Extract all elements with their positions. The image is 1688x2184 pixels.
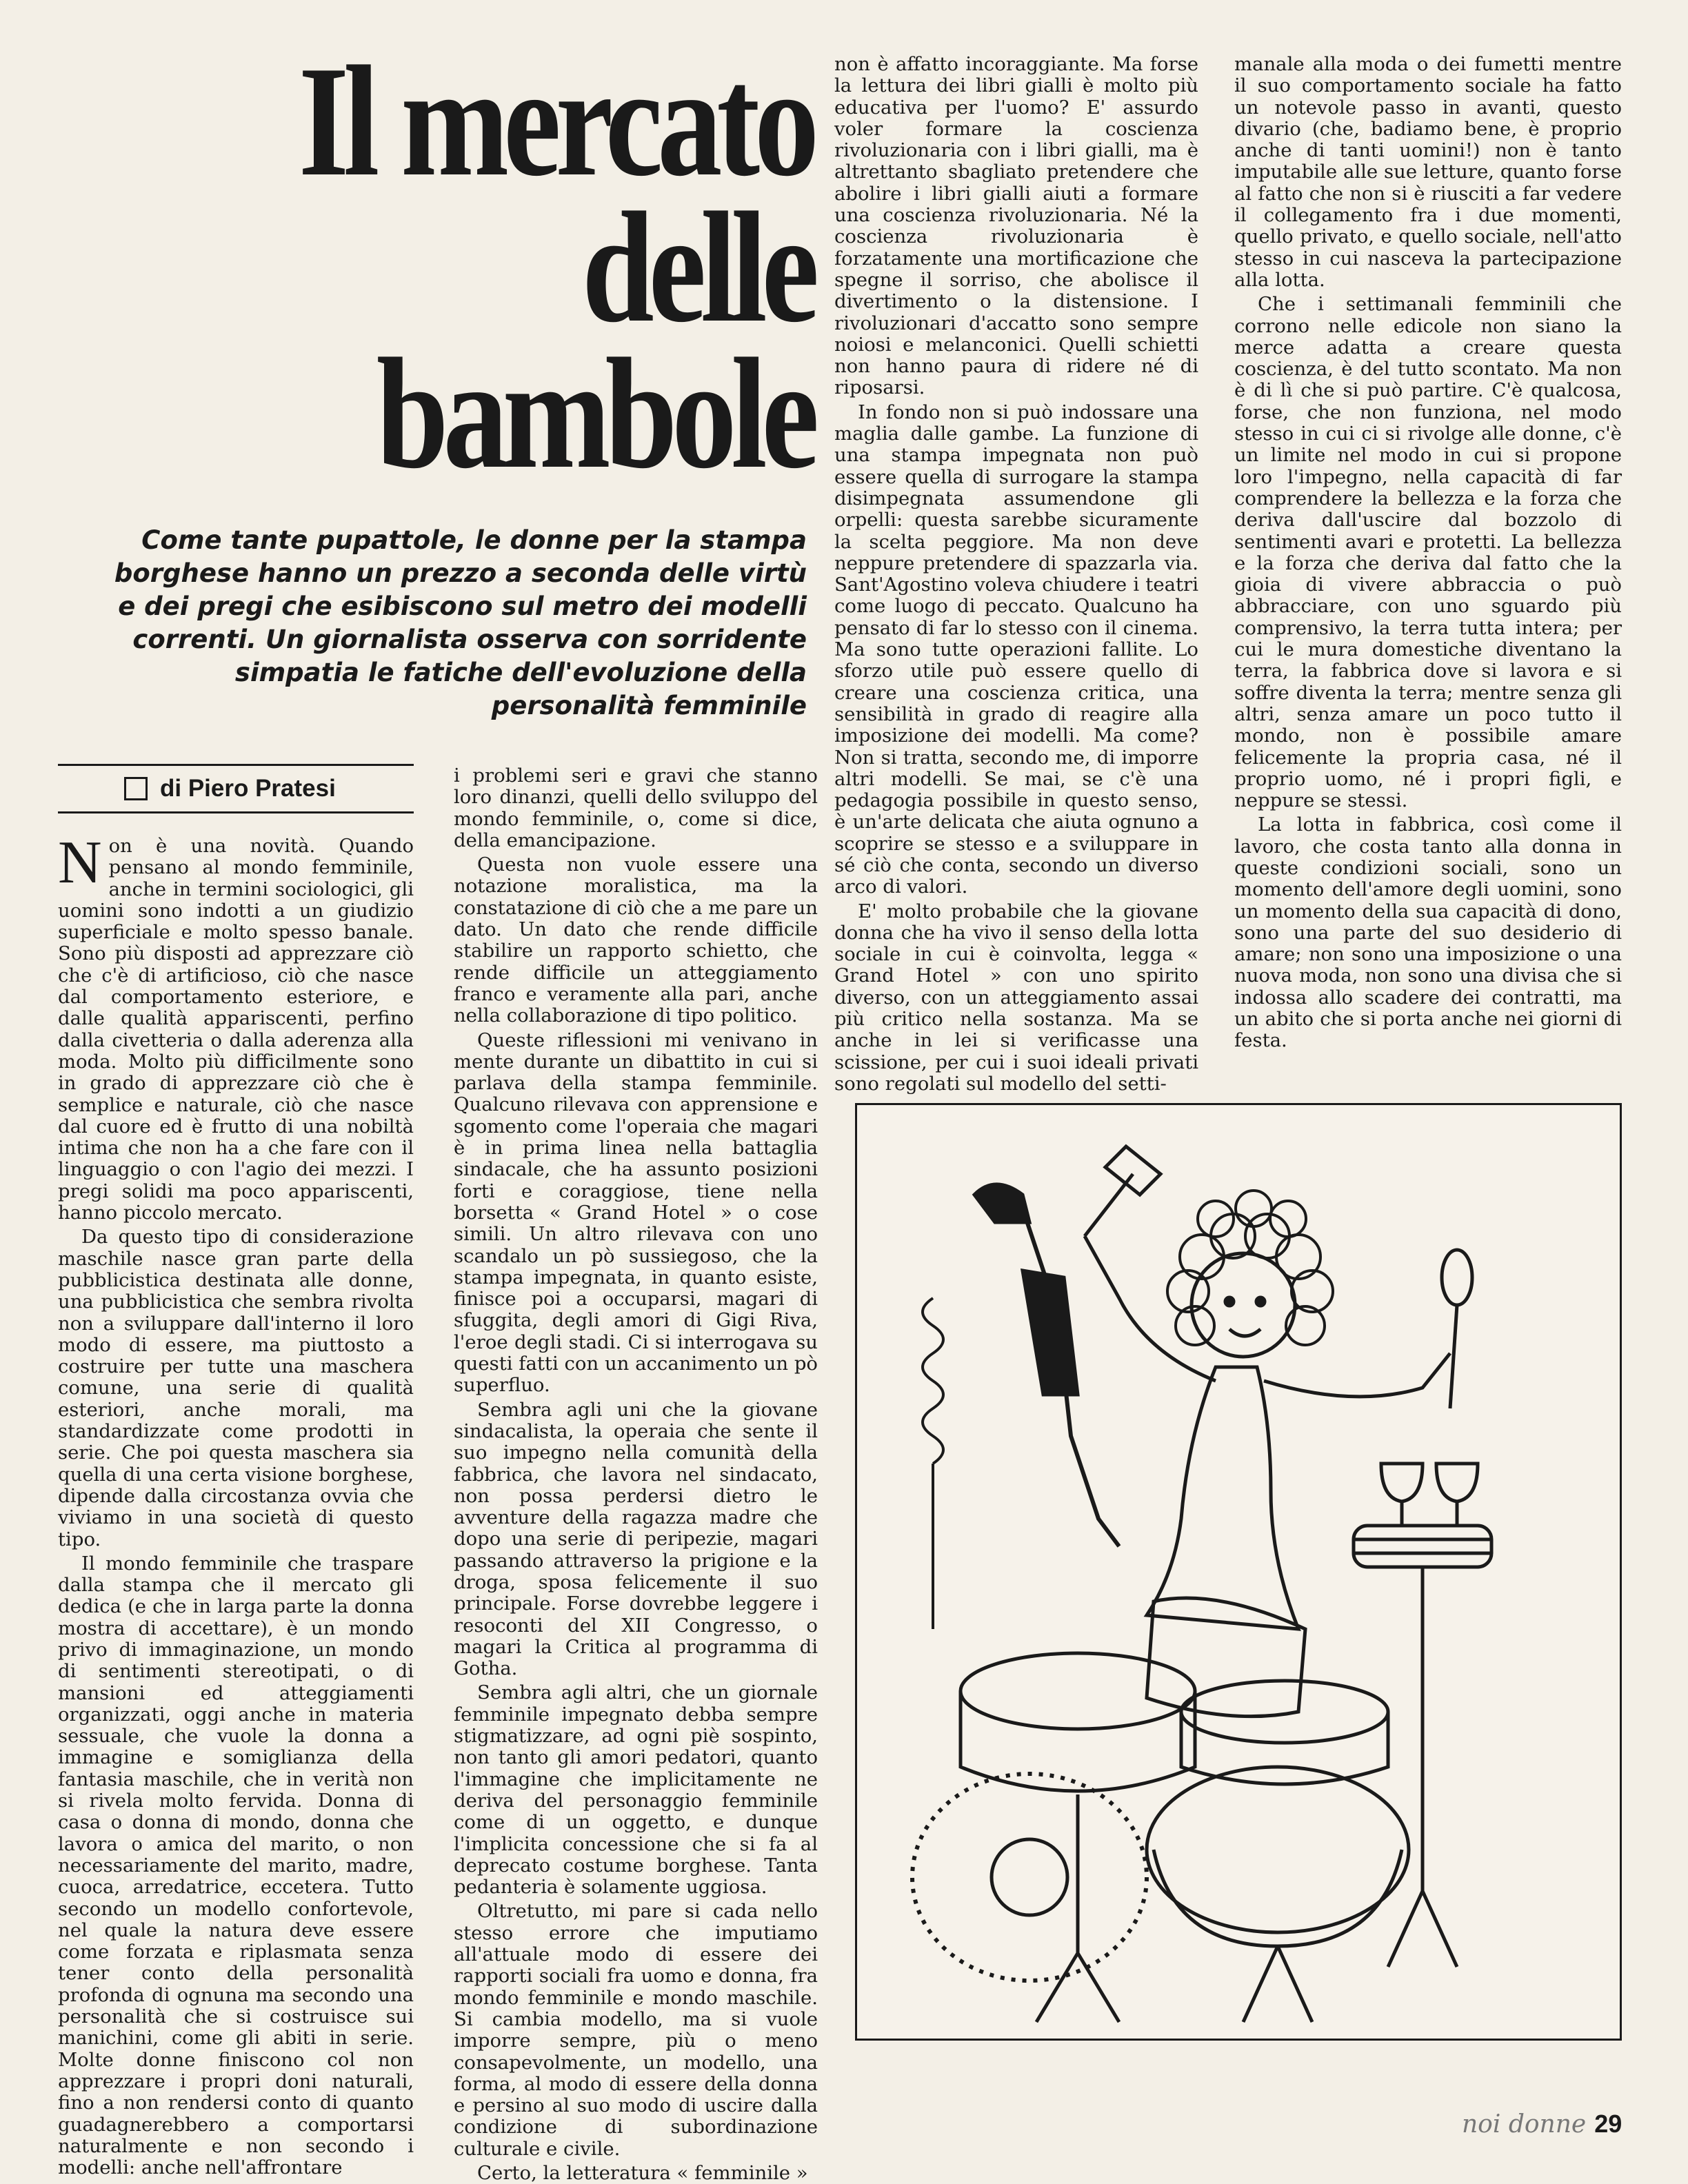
dropcap: N — [58, 829, 102, 896]
curly-hair — [1167, 1191, 1333, 1345]
square-box-icon — [124, 777, 148, 800]
title-line-1: Il mercato — [298, 33, 814, 209]
article-column-3 — [834, 54, 1198, 1109]
pot-bottom — [1147, 1767, 1409, 1932]
paragraph: non è affatto incoraggiante. Ma forse la lettura dei libri gialli è molto più educativa per l'uomo? E' assurdo voler formare la coscienza rivoluzionaria con i libri gialli, ma è altrettanto sbagliato pretendere che abolire i libri gialli aiuti a formare una coscienza rivoluzionaria. Né la coscienza rivoluzionaria è forzatamente una mortificazione che spegne il sorriso, che abolisce il divertimento o la distensione. I rivoluzionari d'accatto sono sempre noiosi e melanconici. Quelli schietti non hanno paura di ridere né di riposarsi. — [834, 53, 1198, 399]
paragraph: La lotta in fabbrica, così come il lavoro, che costa tanto alla donna in queste condizioni sociali, sono un momento dell'amore degli uomini, sono un momento della sua capacità di dono, sono una parte del suo desiderio di amare; non sono una imposizione o una nuova moda, non sono una divisa che si indossa allo scadere dei contratti, ma un abito che si porta anche nei giorni di festa. — [1234, 813, 1622, 1052]
page-footer — [1462, 2110, 1622, 2138]
article-subtitle: Come tante pupattole, le donne per la stampa borghese hanno un prezzo a seconda delle virtù e dei pregi che esibiscono sul metro dei modelli correnti. Un giornalista osserva con sorridente simpatia le fatiche dell'evoluzione della personalità femminile — [114, 525, 807, 720]
spring-coil — [923, 1298, 943, 1629]
pot-middle — [1181, 1681, 1388, 1743]
wine-glass-icon-2 — [1436, 1464, 1478, 1526]
article-title — [248, 33, 814, 501]
torso — [1147, 1367, 1298, 1629]
paragraph: Non è una novità. Quando pensano al mondo femminile, anche in termini sociologici, gli uomini sono indotti a un giudizio superficiale e molto spesso banale. Sono più disposti ad apprezzare ciò che c'è di artificioso, ciò che nasce dal comportamento esteriore, e dalle qualità appariscenti, perfino dalla civetteria o dalla aderenza alla moda. Molto più difficilmente sono in grado di apprezzare ciò che è semplice e naturale, ciò che nasce dal cuore ed è frutto di una nobiltà intima che non ha a che fare con il linguaggio o con l'agio dei mezzi. I pregi solidi ma poco appariscenti, hanno piccolo mercato. — [58, 829, 414, 1224]
page-number: 29 — [1594, 2110, 1622, 2138]
paragraph: Che i settimanali femminili che corrono nelle edicole non siano la merce adatta a creare questa coscienza, è del tutto scontato. Ma non è di lì che si può partire. C'è qualcosa, forse, che non funziona, nel modo stesso in cui ci si rivolge alle donne, c'è un limite nel modo in cui si propone loro l'impegno, nella capacità di far comprendere la bellezza e la forza che deriva dall'uscire dal bozzolo di sentimenti avari e protetti. La bellezza e la forza che deriva dal fatto che la gioia di vivere abbraccia o può abbracciare, con uno sguardo più comprensivo, la terra tutta intera; per cui le mura domestiche diventano la terra, la fabbrica dove si lavora e si soffre diventa la terra; mentre senza gli altri, senza amare un poco tutto il mondo, non è possibile amare felicemente la propria casa, né il proprio uomo, né i propri figli, e neppure se stessi. — [1234, 293, 1622, 812]
paragraph: Da questo tipo di considerazione maschile nasce gran parte della pubblicistica destinata alle donne, una pubblicistica che sembra rivolta non a sviluppare dall'interno il loro modo di essere, ma piuttosto a costruire per tutte una maschera comune, una serie di qualità esteriori, anche morali, ma standardizzate come prodotti in serie. Che poi questa maschera sia quella di una certa visione borghese, dipende dalla circostanza ovvia che viviamo in una società di questo tipo. — [58, 1226, 414, 1550]
byline-text: di Piero Pratesi — [160, 775, 336, 802]
title-line-3: bambole — [376, 325, 814, 501]
cartoon-illustration — [855, 1103, 1622, 2041]
paragraph: E' molto probabile che la giovane donna che ha vivo il senso della lotta sociale in cui è coinvolta, legga « Grand Hotel » con uno spirito diverso, con un atteggiamento assai più critico nella sostanza. Ma se anche in lei si verificasse una scissione, per cui i suoi ideali privati sono regolati sul modello del setti- — [834, 900, 1198, 1095]
pot-left — [961, 1653, 1195, 1729]
plate-stack — [1354, 1526, 1491, 1567]
paragraph: Certo, la letteratura « femminile » — [477, 2162, 808, 2184]
article-column-4 — [1234, 54, 1622, 1109]
paragraph: manale alla moda o dei fumetti mentre il suo comportamento sociale ha fatto un notevole passo in avanti, questo divario (che, badiamo bene, è proprio anche di tanti uomini!) non è tanto imputabile alle sue letture, quanto forse al fatto che non si è riusciti a far vedere il collegamento fra i due momenti, quello privato, e quello sociale, nell'atto stesso in cui nasceva la partecipazione alla lotta. — [1234, 53, 1622, 291]
byline-box — [58, 764, 414, 813]
right-arm — [1264, 1353, 1450, 1397]
paragraph: Questa non vuole essere una notazione moralistica, ma la constatazione di ciò che a me pare un dato. Un dato che rende difficile stabilire un rapporto schietto, che rende difficile un atteggiamento franco e veramente alla pari, anche nella collaborazione di tipo politico. — [454, 853, 818, 1027]
article-column-2 — [454, 765, 818, 2184]
paragraph: Queste riflessioni mi venivano in mente durante un dibattito in cui si parlava della stampa femminile. Qualcuno rilevava con apprensione e sgomento come l'operaia che magari è in prima linea nella battaglia sindacale, che ha assunto posizioni forti e coraggiose, tiene nella borsetta « Grand Hotel » o cose simili. Un altro rilevava con uno scandalo un pò sussiegoso, che la stampa impegnata, in quanto esiste, finisce poi a occuparsi, magari di sfuggita, degli amori di Gigi Riva, l'eroe degli stadi. Ci si interrogava su questi fatti con un accanimento un pò superfluo. — [454, 1029, 818, 1397]
dotted-plate — [912, 1774, 1147, 1981]
paragraph: i problemi seri e gravi che stanno loro dinanzi, quelli dello sviluppo del mondo femminile, o, come si dice, della emancipazione. — [454, 765, 818, 851]
paragraph: In fondo non si può indossare una maglia dalle gambe. La funzione di una stampa impegnata non può essere quella di surrogare la stampa disimpegnata assumendone gli orpelli: questa sarebbe sicuramente la scelta peggiore. Ma non deve neppure pretendere di spazzarla via. Sant'Agostino voleva chiudere i teatri come luogo di peccato. Qualcuno ha pensato di far lo stesso con il cinema. Ma sono tutte operazioni fallite. Lo sforzo utile può essere quello di creare una coscienza critica, una sensibilità in grado di reagire alla imposizione dei modelli. Ma come? Non si tratta, secondo me, di imporre altri modelli. Se mai, se c'è una pedagogia possibile in questo senso, è un'arte delicata che aiuta ognuno a scoprire se stesso e a sviluppare in sé ciò che conta, secondo un diverso arco di valori. — [834, 401, 1198, 898]
shoe-icon — [974, 1184, 1029, 1222]
byline — [124, 775, 336, 802]
title-line-2: delle — [581, 179, 814, 355]
spoon-icon — [1442, 1250, 1472, 1305]
article-column-1 — [58, 829, 414, 2179]
spatula-icon — [1085, 1146, 1160, 1236]
paragraph: Oltretutto, mi pare si cada nello stesso errore che imputiamo all'attuale modo di essere dei rapporti sociali fra uomo e donna, fra mondo femminile e mondo maschile. Si cambia modello, ma si vuole imporre sempre, più o meno consapevolmente, un modello, una forma, al modo di essere della donna e persino al suo modo di uscire dalla condizione di subordinazione culturale e civile. — [454, 1900, 818, 2160]
paragraph: Sembra agli uni che la giovane sindacalista, la operaia che sente il suo impegno nella comunità della fabbrica, che lavora nel sindacato, non possa perdersi dietro le avventure della ragazza madre che dopo una serie di peripezie, magari passando attraverso la prigione e la droga, sposa felicemente il suo principale. Forse dovrebbe leggere i resoconti del XII Congresso, o magari la Critica al programma di Gotha. — [454, 1398, 818, 1680]
paragraph: Sembra agli altri, che un giornale femminile impegnato debba sempre stigmatizzare, ad ogni piè sospinto, non tanto gli amori pedatori, quanto l'immagine che implicitamente ne deriva del personaggio femminile come di un oggetto, e dunque l'implicita concessione che si fa al deprecato costume borghese. Tanta pedanteria è solamente uggiosa. — [454, 1681, 818, 1899]
stocking — [1023, 1271, 1078, 1395]
left-arm — [1085, 1236, 1216, 1381]
magazine-name: noi donne — [1462, 2110, 1587, 2138]
paragraph: Il mondo femminile che traspare dalla stampa che il mercato gli dedica (e che in larga parte la donna mostra di accettare), è un mondo privo di immaginazione, un mondo di sentimenti stereotipati, o di mansioni ed atteggiamenti organizzati, oggi anche in materia sessuale, che vuole la donna a immagine e somiglianza della fantasia maschile, che in verità non si rivela molto fervida. Donna di casa o donna di mondo, donna che lavora o amica del marito, o non necessariamente del marito, madre, cuoca, arredatrice, eccetera. Tutto secondo un modello confortevole, nel quale la natura deve essere come forzata e riplasmata senza tener conto della personalità profonda di ognuna ma secondo una personalità che si costruisce sui manichini, come gli abiti in serie. Molte donne finiscono col non apprezzare i propri doni naturali, fino a non rendersi conto di quanto guadagnerebbero a comportarsi naturalmente e non secondo i modelli: anche nell'affrontare — [58, 1552, 414, 2179]
wine-glass-icon — [1381, 1464, 1423, 1526]
